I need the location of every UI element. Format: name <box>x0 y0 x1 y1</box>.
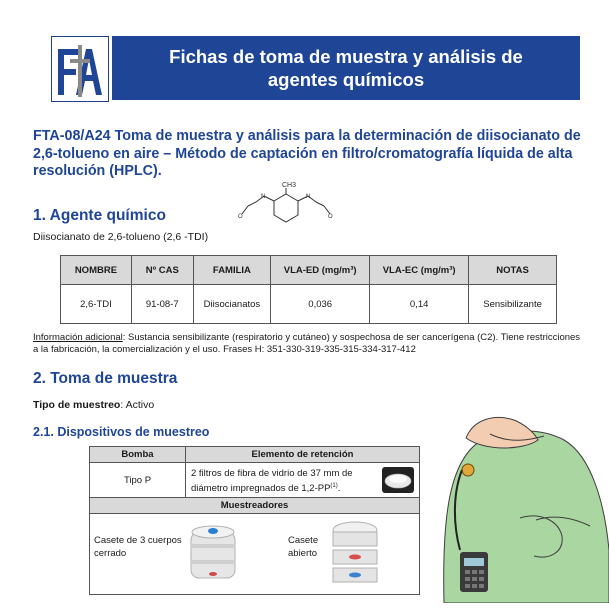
cell-vla-ec: 0,14 <box>370 285 469 324</box>
svg-text:N: N <box>261 194 266 200</box>
col-retention: Elemento de retención <box>186 447 420 463</box>
table-row <box>61 285 557 324</box>
header-title-line1: Fichas de toma de muestra y análisis de <box>169 46 523 67</box>
retention-sup: (1) <box>330 483 338 489</box>
additional-info-text: : Sustancia sensibilizante (respiratorio y cutáneo) y sospechosa de ser cancerígena (C2). Tiene restricciones a la fabricación, la comercialización y el uso. Frases H: 351-330-319-335-315-334-317-412 <box>33 332 581 355</box>
cell-vla-ed: 0,036 <box>271 285 370 324</box>
cell-notas: Sensibilizante <box>469 285 557 324</box>
col-cas: Nº CAS <box>131 256 193 285</box>
table-row <box>90 463 420 498</box>
closed-cassette-image <box>188 522 238 584</box>
retention-end: . <box>337 483 341 495</box>
col-vla-ed: VLA-ED (mg/m³) <box>271 256 370 285</box>
devices-table <box>89 446 420 595</box>
devices-header-row <box>90 447 420 463</box>
col-bomba: Bomba <box>90 447 186 463</box>
additional-info <box>33 332 581 356</box>
additional-info-label: Información adicional <box>33 332 123 343</box>
worker-illustration <box>430 410 609 603</box>
document-title: FTA-08/A24 Toma de muestra y análisis para la determinación de diisocianato de 2,6-tolueno en aire – Método de captación en filtro/cromatografía líquida de alta resolución (HPLC). <box>33 128 581 179</box>
samplers-header-row <box>90 498 420 514</box>
cell-nombre: 2,6-TDI <box>61 285 132 324</box>
cell-familia: Diisocianatos <box>193 285 271 324</box>
section1-heading: 1. Agente químico <box>33 207 166 224</box>
cell-samplers <box>90 514 420 595</box>
svg-text:O: O <box>328 214 333 220</box>
sample-type-value: : Activo <box>120 399 155 411</box>
col-notas: NOTAS <box>469 256 557 285</box>
subsection-heading: 2.1. Dispositivos de muestreo <box>33 425 210 439</box>
svg-text:O: O <box>238 214 243 220</box>
cell-cas: 91-08-7 <box>131 285 193 324</box>
sample-type-label: Tipo de muestreo <box>33 399 121 411</box>
cell-pump: Tipo P <box>90 463 186 498</box>
col-nombre: NOMBRE <box>61 256 132 285</box>
header-title-line2: agentes químicos <box>267 69 425 90</box>
open-cassette-label: Casete abierto <box>288 535 319 559</box>
molecule-structure <box>236 180 336 230</box>
open-cassette-image <box>328 518 382 588</box>
cell-retention <box>186 463 420 498</box>
fta-logo <box>51 36 109 102</box>
col-vla-ec: VLA-EC (mg/m³) <box>370 256 469 285</box>
col-samplers: Muestreadores <box>90 498 420 514</box>
methyl-label: CH3 <box>282 182 297 189</box>
agent-name: Diisocianato de 2,6-tolueno (2,6 -TDI) <box>33 231 209 243</box>
sample-type <box>33 399 154 411</box>
retention-value: 2 filtros de fibra de vidrio de 37 mm de diámetro impregnados de 1,2-PP <box>191 468 353 495</box>
agent-table-header-row <box>61 256 557 285</box>
retention-text <box>191 468 377 495</box>
table-row <box>90 514 420 595</box>
svg-text:N: N <box>306 194 311 200</box>
filter-image <box>381 466 415 494</box>
section2-heading: 2. Toma de muestra <box>33 370 178 387</box>
header-banner <box>112 36 580 100</box>
closed-cassette-label: Casete de 3 cuerpos cerrado <box>94 535 182 559</box>
col-familia: FAMILIA <box>193 256 271 285</box>
agent-table <box>60 255 557 324</box>
